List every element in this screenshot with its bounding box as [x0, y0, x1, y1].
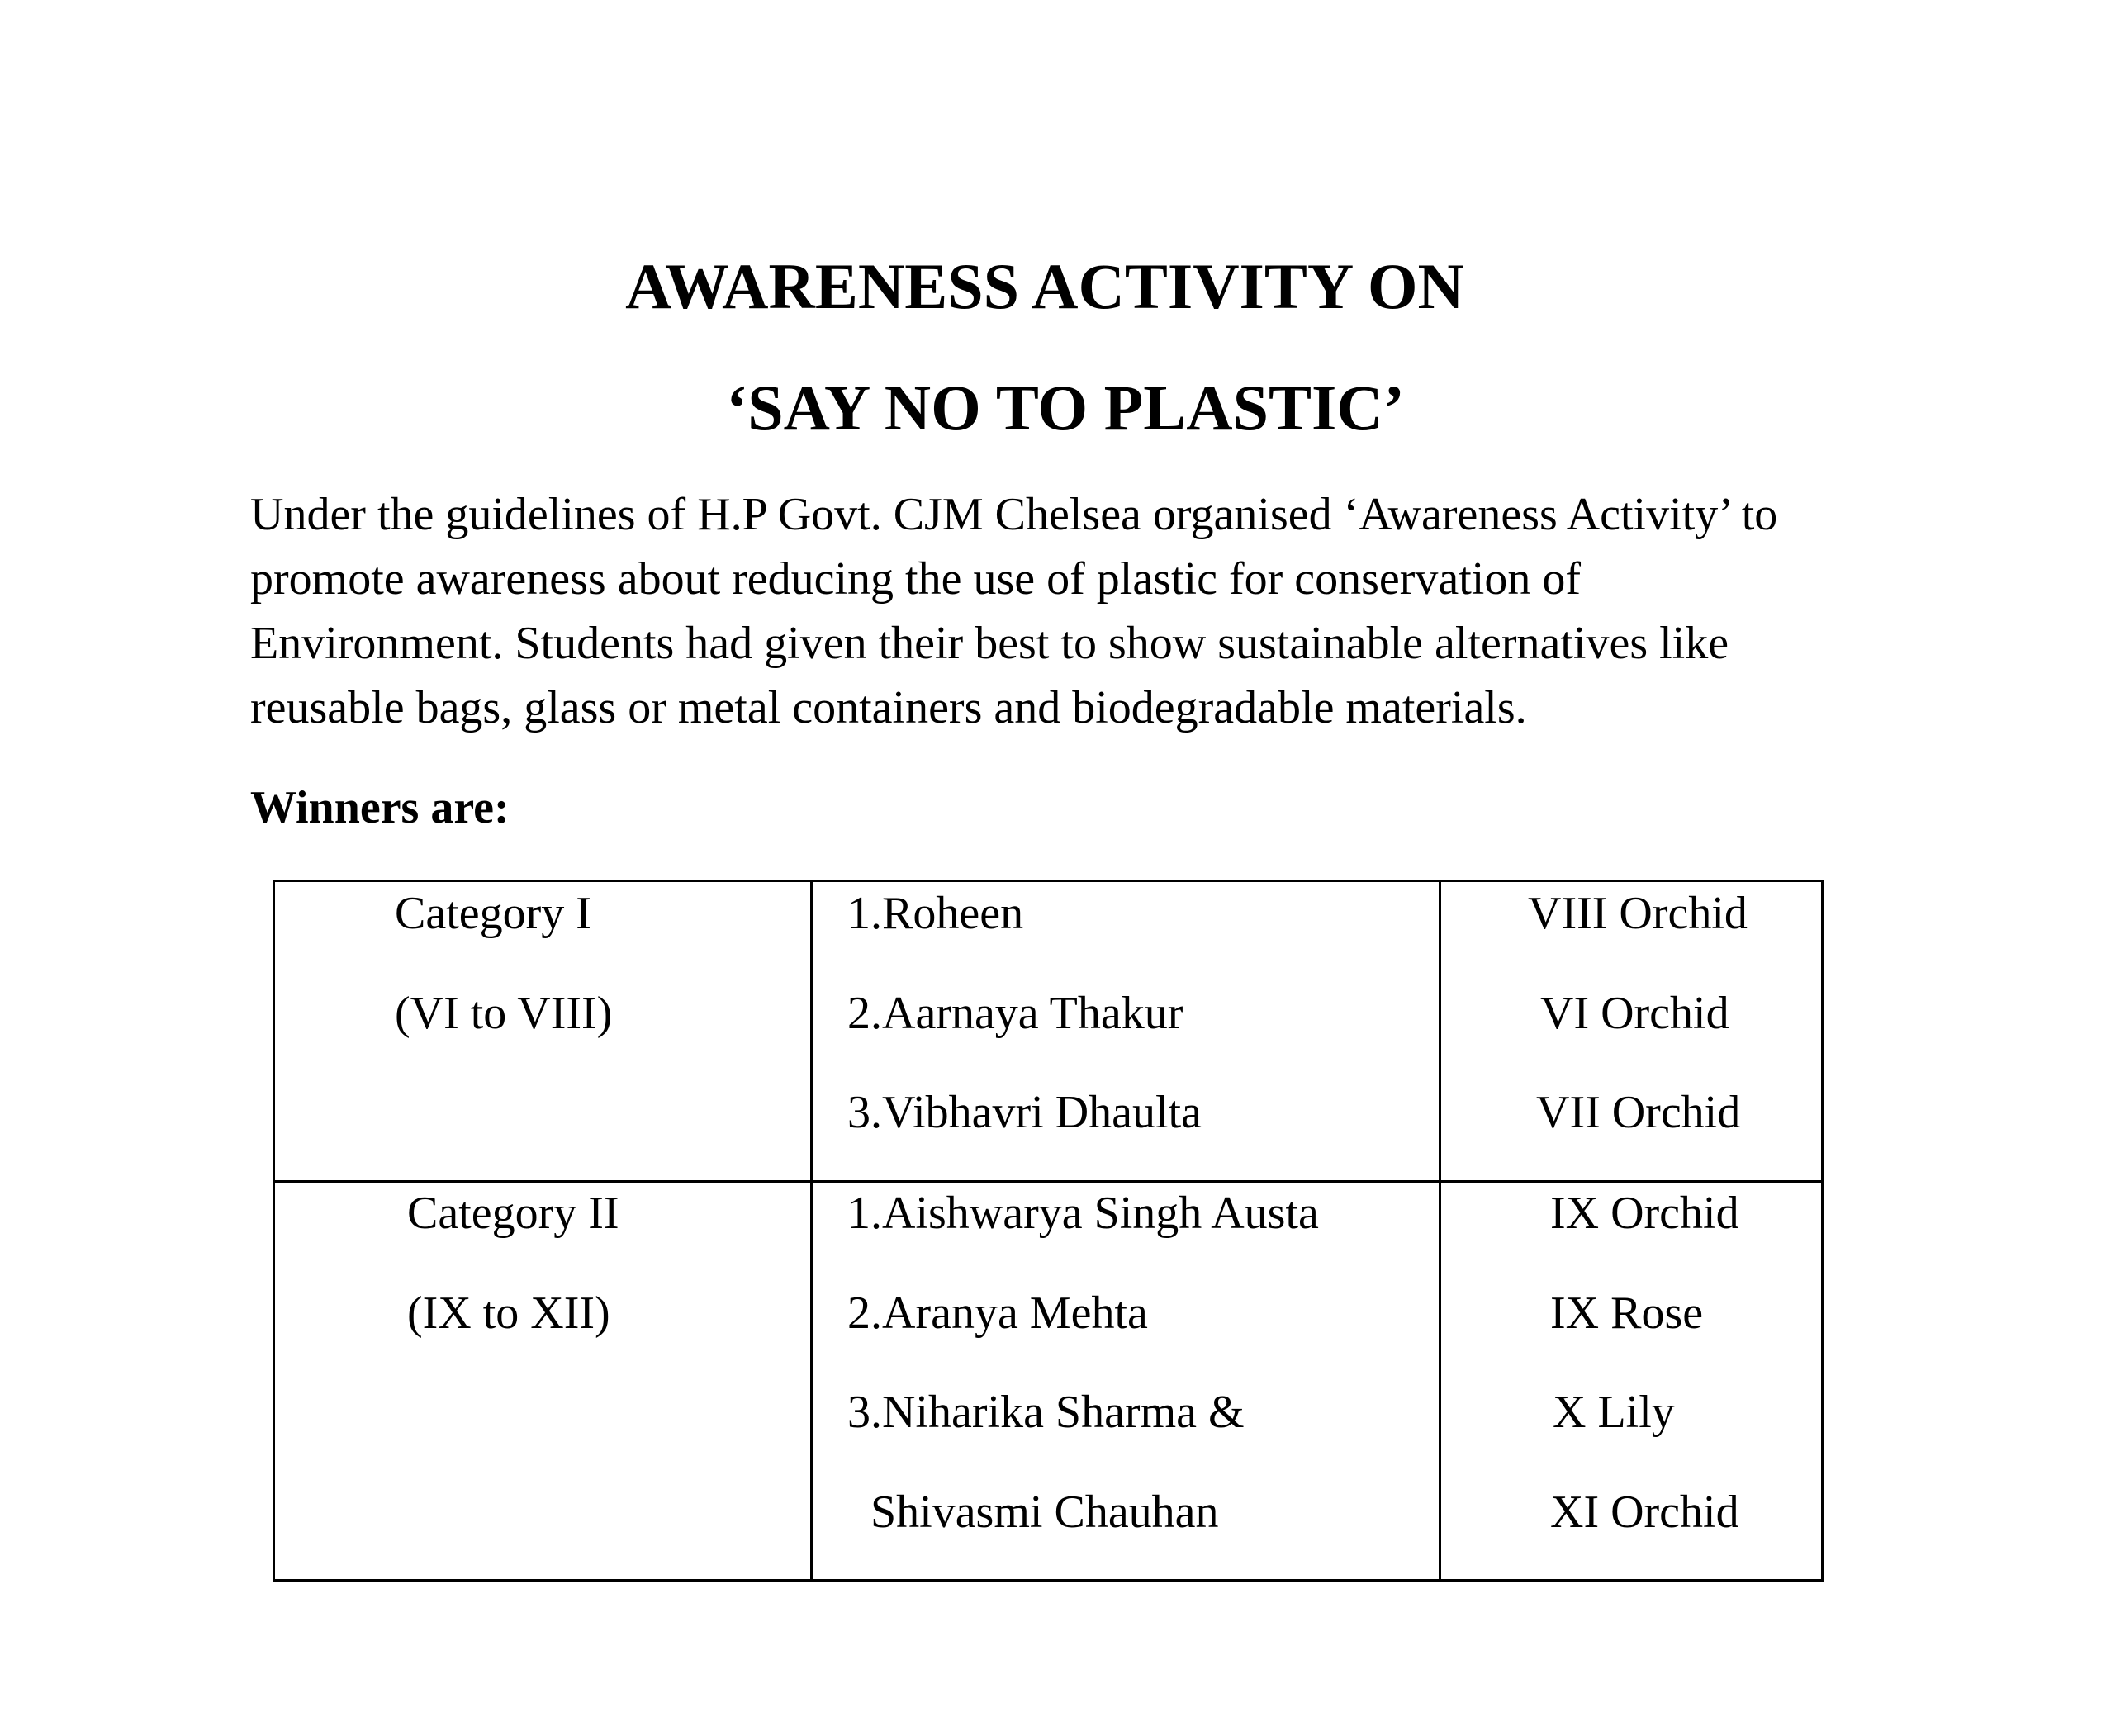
winner-name: Shivasmi Chauhan: [870, 1487, 1219, 1538]
category-label: Category II: [407, 1188, 619, 1239]
table-column-divider: [1439, 882, 1441, 1579]
winner-class: VI Orchid: [1540, 988, 1729, 1039]
paragraph-line: reusable bags, glass or metal containers and biodegradable materials.: [250, 682, 1527, 733]
winner-name: 3.Niharika Sharma &: [847, 1387, 1245, 1438]
winner-name: 1.Roheen: [847, 888, 1024, 939]
winner-class: VIII Orchid: [1528, 888, 1748, 939]
category-range: (VI to VIII): [395, 988, 613, 1039]
intro-paragraph: [250, 482, 1952, 740]
winner-class: IX Orchid: [1550, 1188, 1739, 1239]
category-label: Category I: [395, 888, 591, 939]
paragraph-line: promote awareness about reducing the use of plastic for conservation of: [250, 553, 1582, 605]
winners-table: [273, 880, 1824, 1582]
winner-name: 1.Aishwarya Singh Austa: [847, 1188, 1319, 1239]
winner-name: 2.Aarnaya Thakur: [847, 988, 1183, 1039]
winners-heading: Winners are:: [250, 782, 510, 833]
table-column-divider: [810, 882, 813, 1579]
winner-class: IX Rose: [1550, 1288, 1704, 1339]
paragraph-line: Under the guidelines of H.P Govt. CJM Chelsea organised ‘Awareness Activity’ to: [250, 489, 1778, 540]
winner-name: 3.Vibhavri Dhaulta: [847, 1087, 1202, 1138]
category-range: (IX to XII): [407, 1288, 610, 1339]
winner-class: X Lily: [1553, 1387, 1675, 1438]
winner-class: VII Orchid: [1536, 1087, 1741, 1138]
paragraph-line: Environment. Students had given their best to show sustainable alternatives like: [250, 618, 1729, 669]
winner-name: 2.Aranya Mehta: [847, 1288, 1148, 1339]
document-title-line-1: AWARENESS ACTIVITY ON: [625, 250, 1464, 322]
winner-class: XI Orchid: [1550, 1487, 1739, 1538]
document-title-line-2: ‘SAY NO TO PLASTIC’: [726, 372, 1405, 443]
table-row-divider: [275, 1180, 1821, 1183]
